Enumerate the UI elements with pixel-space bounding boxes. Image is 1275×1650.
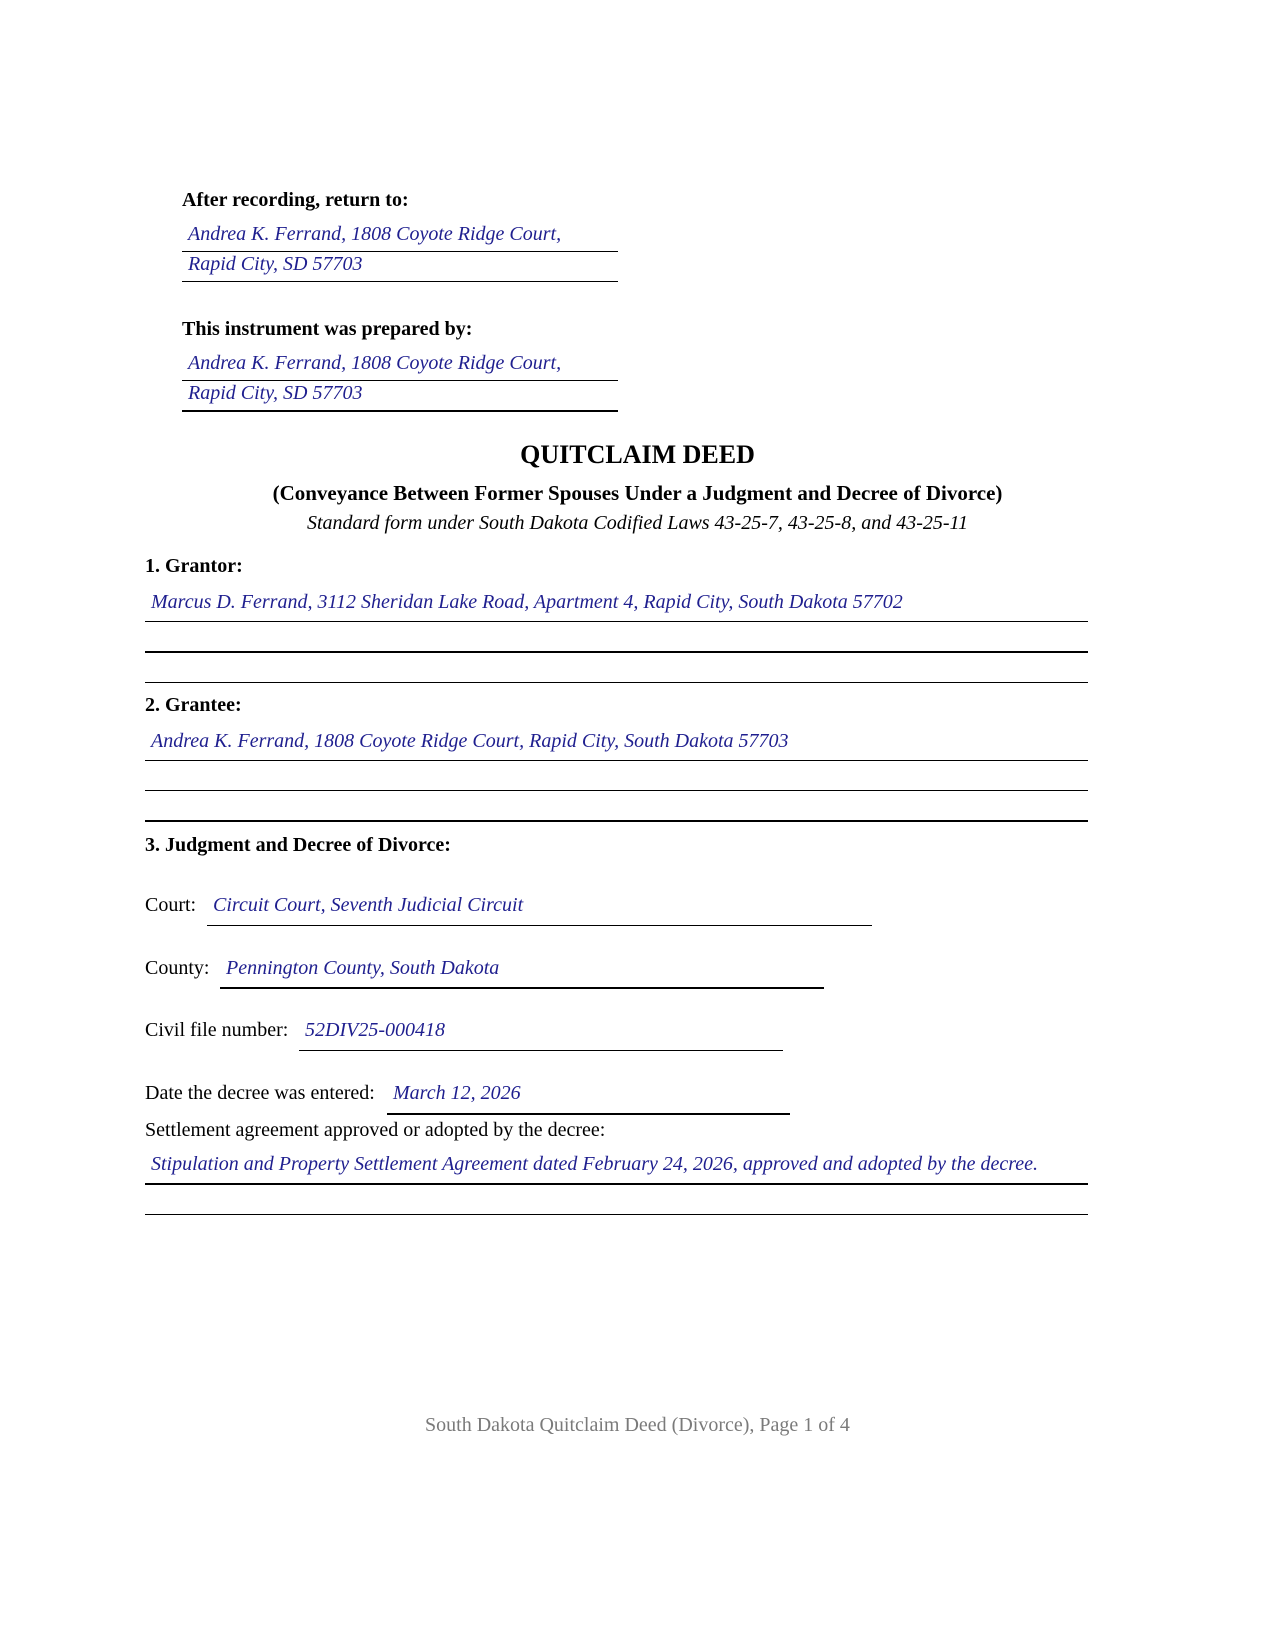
- court-label: Court:: [145, 894, 197, 916]
- grantor-rule-2: [145, 651, 1088, 653]
- county-value[interactable]: Pennington County, South Dakota: [226, 957, 500, 979]
- file-number-rule: [299, 1050, 783, 1051]
- settlement-rule-1: [145, 1183, 1088, 1185]
- prepared-by-line-2[interactable]: Rapid City, SD 57703: [188, 382, 363, 404]
- settlement-label: Settlement agreement approved or adopted by the decree:: [145, 1119, 606, 1141]
- file-number-value[interactable]: 52DIV25-000418: [305, 1019, 445, 1041]
- prepared-by-line-1[interactable]: Andrea K. Ferrand, 1808 Coyote Ridge Court,: [188, 352, 562, 374]
- grantee-rule-1: [145, 760, 1088, 761]
- grantee-rule-3: [145, 820, 1088, 822]
- page-footer: South Dakota Quitclaim Deed (Divorce), Page 1 of 4: [425, 1414, 850, 1436]
- settlement-value[interactable]: Stipulation and Property Settlement Agreement dated February 24, 2026, approved and adopted by the decree.: [151, 1153, 1039, 1175]
- prepared-by-rule-2: [182, 410, 618, 412]
- county-label: County:: [145, 957, 210, 979]
- decree-date-rule: [387, 1113, 790, 1115]
- decree-heading: 3. Judgment and Decree of Divorce:: [145, 834, 451, 856]
- court-value[interactable]: Circuit Court, Seventh Judicial Circuit: [213, 894, 524, 916]
- grantee-rule-2: [145, 790, 1088, 791]
- document-title: QUITCLAIM DEED: [520, 440, 755, 469]
- file-number-label: Civil file number:: [145, 1019, 289, 1041]
- court-rule: [207, 925, 872, 926]
- return-to-rule-2: [182, 281, 618, 282]
- return-to-line-1[interactable]: Andrea K. Ferrand, 1808 Coyote Ridge Court,: [188, 223, 562, 245]
- decree-date-label: Date the decree was entered:: [145, 1082, 375, 1104]
- grantee-heading: 2. Grantee:: [145, 694, 242, 716]
- return-to-line-2[interactable]: Rapid City, SD 57703: [188, 253, 363, 275]
- grantor-heading: 1. Grantor:: [145, 555, 243, 577]
- county-rule: [220, 987, 824, 989]
- grantee-value[interactable]: Andrea K. Ferrand, 1808 Coyote Ridge Court, Rapid City, South Dakota 57703: [151, 730, 789, 752]
- grantor-rule-1: [145, 621, 1088, 622]
- grantor-value[interactable]: Marcus D. Ferrand, 3112 Sheridan Lake Road, Apartment 4, Rapid City, South Dakota 57702: [151, 591, 903, 613]
- settlement-rule-2: [145, 1214, 1088, 1215]
- prepared-by-heading: This instrument was prepared by:: [182, 318, 473, 340]
- decree-date-value[interactable]: March 12, 2026: [393, 1082, 521, 1104]
- document-subtitle: (Conveyance Between Former Spouses Under a Judgment and Decree of Divorce): [272, 481, 1003, 505]
- grantor-rule-3: [145, 682, 1088, 683]
- statute-line: Standard form under South Dakota Codified Laws 43-25-7, 43-25-8, and 43-25-11: [306, 512, 969, 534]
- return-to-heading: After recording, return to:: [182, 189, 409, 211]
